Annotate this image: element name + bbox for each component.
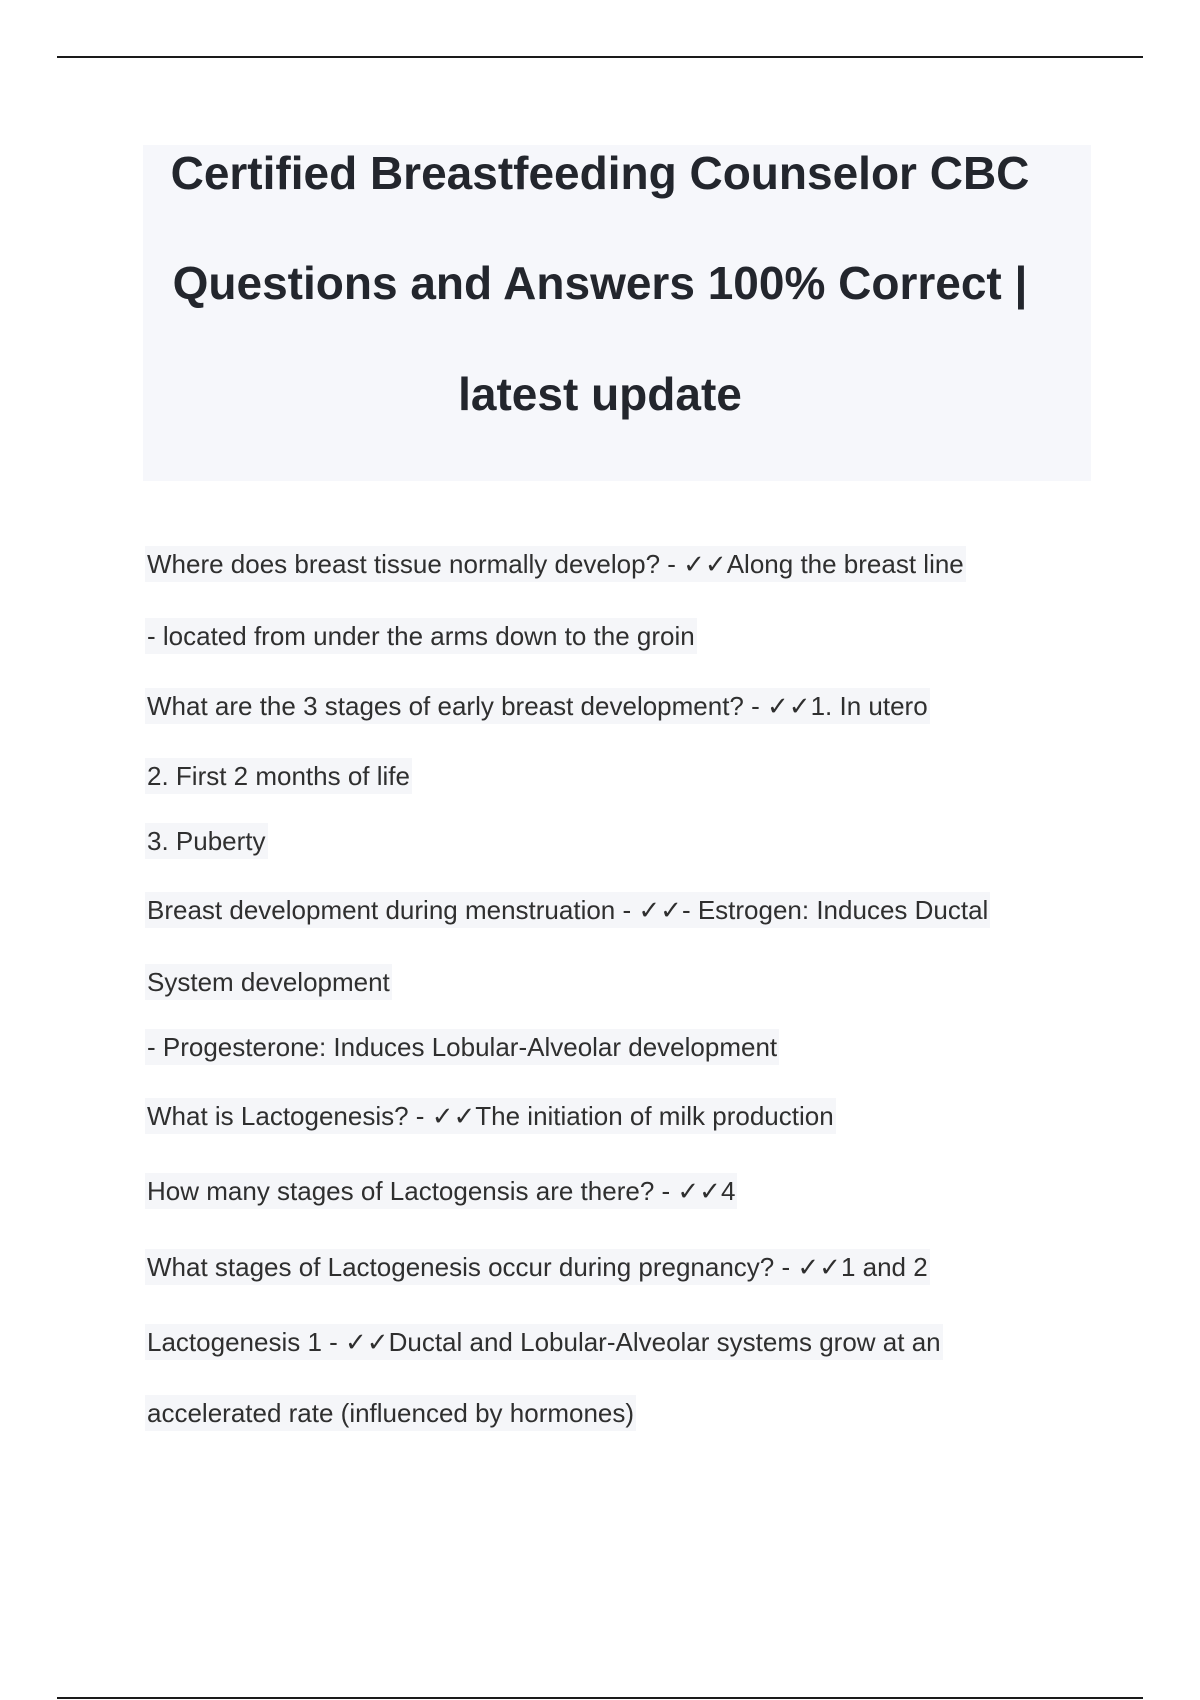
qa-line-8: - Progesterone: Induces Lobular-Alveolar development [145,1029,779,1065]
qa-line-3: What are the 3 stages of early breast development? - ✓✓1. In utero [145,688,930,724]
qa-line-12: Lactogenesis 1 - ✓✓Ductal and Lobular-Alveolar systems grow at an [145,1324,943,1360]
qa-line-9: What is Lactogenesis? - ✓✓The initiation of milk production [145,1098,836,1134]
qa-line-1: Where does breast tissue normally develop? - ✓✓Along the breast line [145,546,966,582]
qa-line-6: Breast development during menstruation - ✓✓- Estrogen: Induces Ductal [145,892,990,928]
qa-line-2: - located from under the arms down to the groin [145,618,697,654]
title-line-2: Questions and Answers 100% Correct | [172,257,1028,309]
title-line-3: latest update [458,368,742,420]
qa-line-13: accelerated rate (influenced by hormones) [145,1395,636,1431]
top-rule [57,56,1143,58]
qa-line-7: System development [145,964,392,1000]
title-line-1: Certified Breastfeeding Counselor CBC [170,147,1030,199]
qa-line-11: What stages of Lactogenesis occur during pregnancy? - ✓✓1 and 2 [145,1249,930,1285]
qa-line-4: 2. First 2 months of life [145,758,412,794]
bottom-rule [57,1697,1143,1699]
qa-line-5: 3. Puberty [145,823,268,859]
qa-line-10: How many stages of Lactogensis are there? - ✓✓4 [145,1173,737,1209]
